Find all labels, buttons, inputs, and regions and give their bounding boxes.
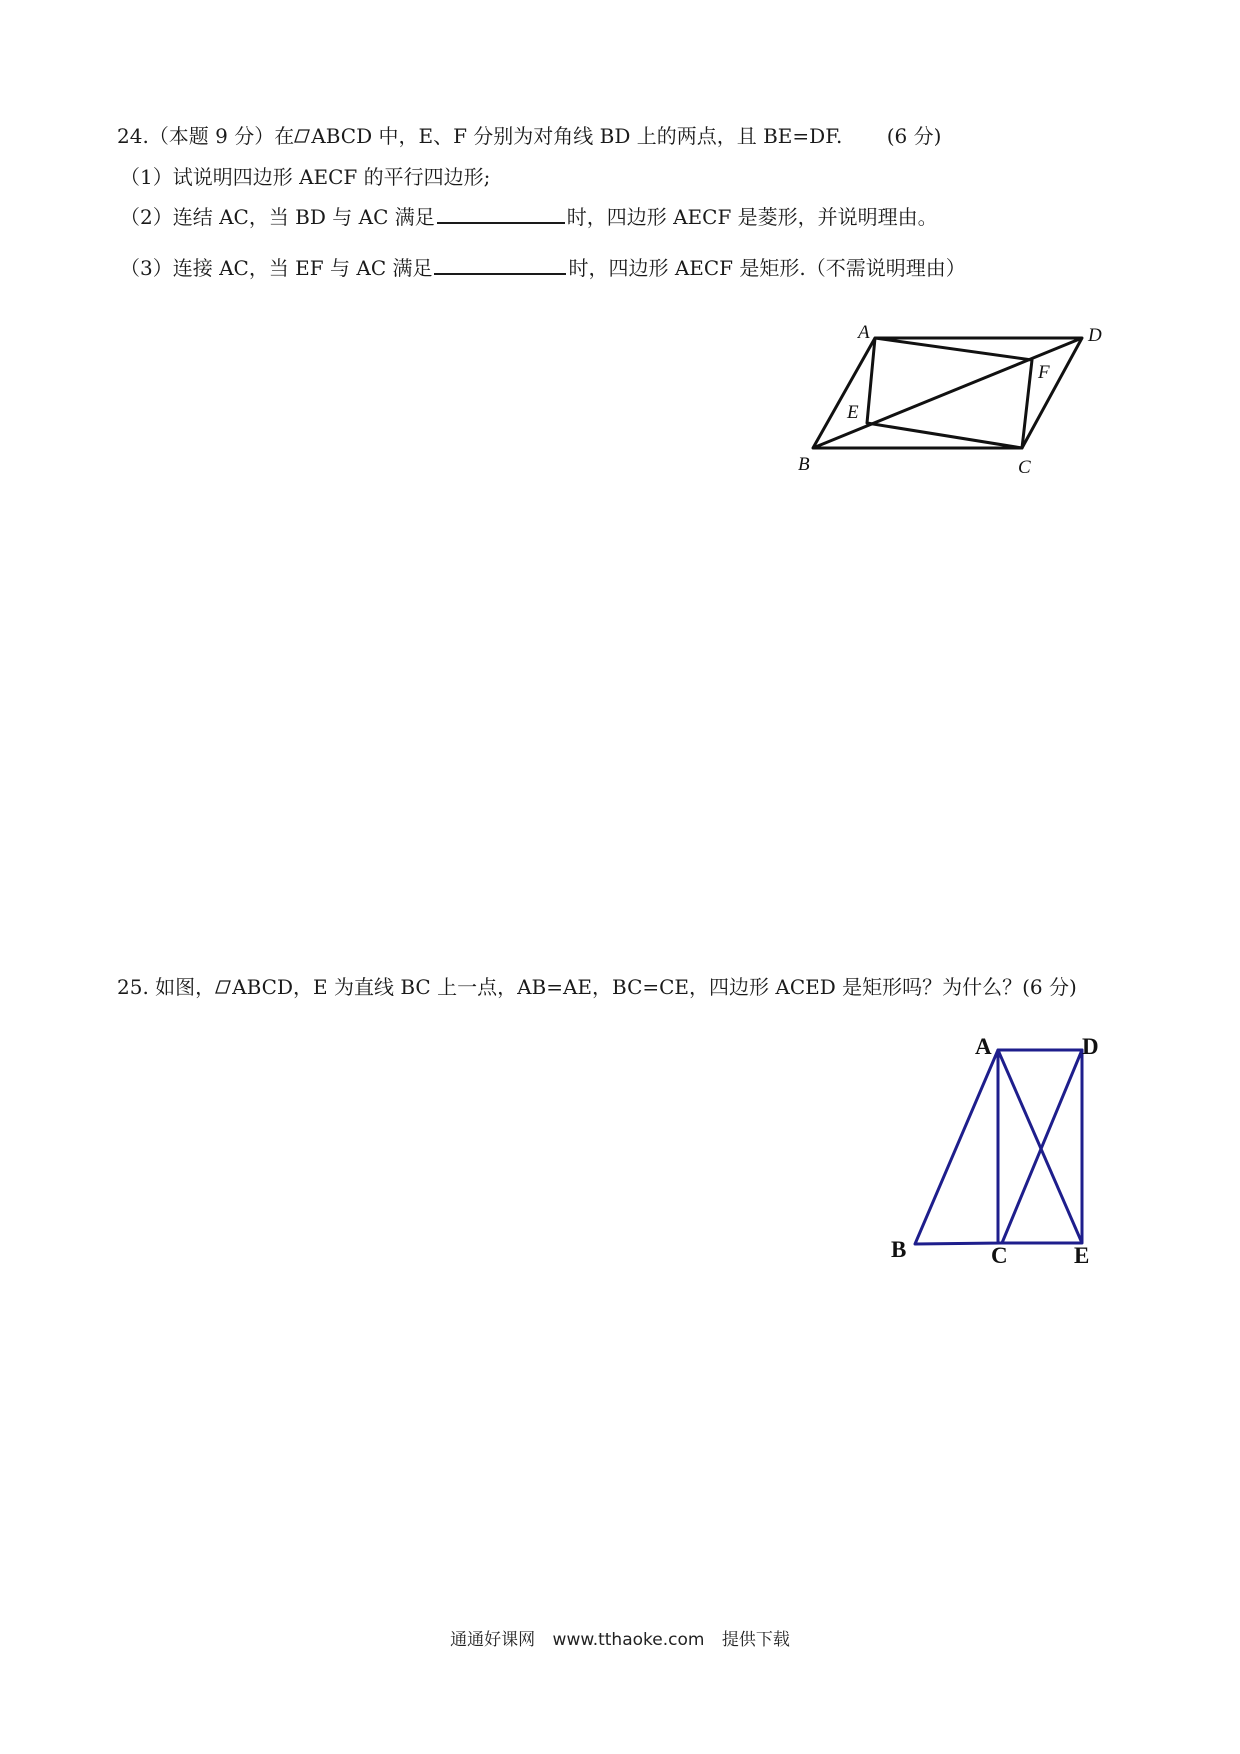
- q24-number: 24.: [117, 124, 149, 148]
- footer-url[interactable]: www.tthaoke.com: [552, 1630, 705, 1650]
- parallelogram-symbol-icon: [215, 979, 231, 995]
- q25-text-prefix: 如图，: [155, 975, 216, 999]
- footer-site-name: 通通好课网: [450, 1630, 536, 1650]
- q25-text: ABCD，E 为直线 BC 上一点，AB=AE，BC=CE，四边形 ACED 是矩形吗？为什么？(6 分): [232, 975, 1077, 999]
- q24-part-3-suffix: 时，四边形 AECF 是矩形.（不需说明理由）: [568, 256, 966, 280]
- q24-heading-text: ABCD 中，E、F 分别为对角线 BD 上的两点，且 BE=DF.: [311, 124, 843, 148]
- q25-label-e: E: [1074, 1243, 1090, 1268]
- q24-label-c: C: [1018, 457, 1031, 478]
- q25-heading: [117, 973, 1077, 1001]
- q24-part-2-prefix: （2）连结 AC，当 BD 与 AC 满足: [120, 205, 435, 229]
- q25-label-c: C: [991, 1243, 1008, 1268]
- q24-part-2: [120, 202, 938, 231]
- q25-label-b: B: [891, 1237, 907, 1262]
- q24-figure: [780, 318, 1120, 478]
- q24-label-a: A: [858, 322, 870, 343]
- q24-part-2-suffix: 时，四边形 AECF 是菱形，并说明理由。: [566, 205, 938, 229]
- parallelogram-symbol-icon: [294, 128, 310, 144]
- q24-part-3: [120, 253, 966, 282]
- q24-part-2-answer-blank[interactable]: [437, 202, 565, 224]
- q24-label-b: B: [798, 454, 810, 475]
- q25-figure: [890, 1020, 1130, 1270]
- page-footer: [0, 1625, 1240, 1650]
- q25-label-d: D: [1082, 1034, 1099, 1059]
- q24-label-e: E: [847, 402, 859, 423]
- q24-heading-prefix: （本题 9 分）在: [148, 124, 295, 148]
- q24-label-f: F: [1038, 362, 1050, 383]
- q24-part-1: （1）试说明四边形 AECF 的平行四边形;: [120, 165, 491, 189]
- q24-part-3-answer-blank[interactable]: [434, 253, 566, 275]
- q24-diagonal-bd: [813, 338, 1082, 448]
- q24-score: (6 分): [886, 124, 942, 148]
- q24-heading: [117, 122, 941, 150]
- q24-label-d: D: [1088, 325, 1102, 346]
- q25-label-a: A: [975, 1034, 992, 1059]
- footer-suffix: 提供下载: [721, 1630, 790, 1650]
- q24-part-3-prefix: （3）连接 AC，当 EF 与 AC 满足: [120, 256, 433, 280]
- q25-number: 25.: [117, 975, 149, 999]
